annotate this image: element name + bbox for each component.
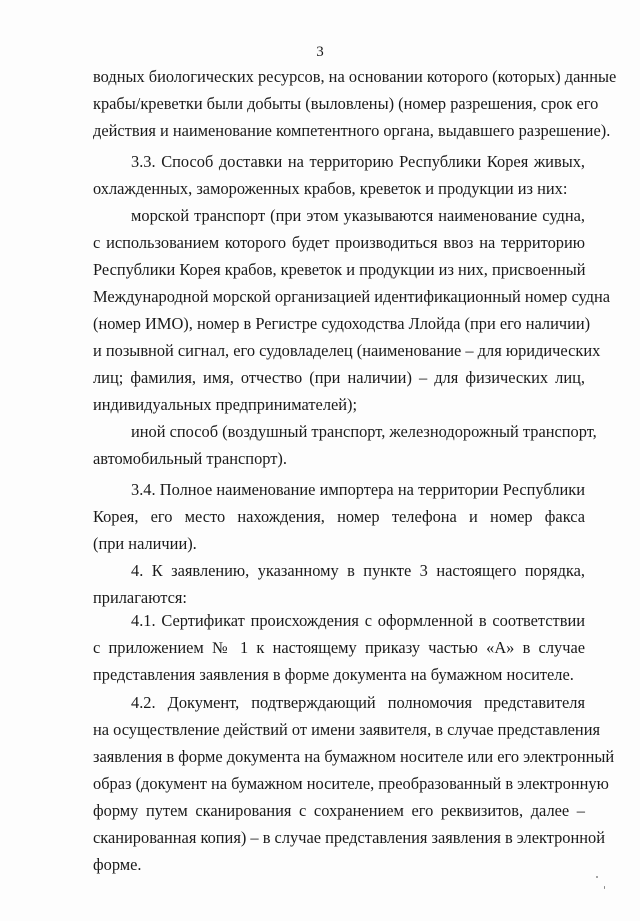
text-line: крабы/креветки были добыты (выловлены) (номер разрешения, срок его xyxy=(93,94,599,113)
text-line: водных биологических ресурсов, на основании которого (которых) данные xyxy=(93,67,617,86)
text-line: Республики Корея крабов, креветок и продукции из них, присвоенный xyxy=(93,260,586,279)
text-line: морской транспорт (при этом указываются наименование судна, xyxy=(131,206,585,225)
text-line: заявления в форме документа на бумажном носителе или его электронный xyxy=(93,747,615,766)
text-line: с использованием которого будет производиться ввоз на территорию xyxy=(93,233,585,252)
text-line: (номер ИМО), номер в Регистре судоходства Ллойда (при его наличии) xyxy=(93,314,591,333)
text-line: с приложением № 1 к настоящему приказу частью «А» в случае xyxy=(93,638,585,657)
text-line: на осуществление действий от имени заявителя, в случае представления xyxy=(93,720,601,739)
text-line: сканированная копия) – в случае представления заявления в электронной xyxy=(93,828,606,847)
text-line: индивидуальных предпринимателей); xyxy=(93,395,358,414)
text-line: охлажденных, замороженных крабов, креветок и продукции из них: xyxy=(93,179,568,198)
text-line: иной способ (воздушный транспорт, железнодорожный транспорт, xyxy=(131,422,597,441)
text-line: 4.1. Сертификат происхождения с оформленной в соответствии xyxy=(131,611,585,630)
text-line: прилагаются: xyxy=(93,588,187,607)
text-line: лиц; фамилия, имя, отчество (при наличии) – для физических лиц, xyxy=(93,368,585,387)
page-number: 3 xyxy=(316,44,324,60)
text-line: (при наличии). xyxy=(93,534,197,553)
text-line: форме. xyxy=(93,855,142,874)
text-line: представления заявления в форме документа на бумажном носителе. xyxy=(93,665,574,684)
text-line: 3.3. Способ доставки на территорию Республики Корея живых, xyxy=(131,152,585,171)
scan-speck xyxy=(596,876,598,878)
text-line: 3.4. Полное наименование импортера на территории Республики xyxy=(131,480,585,499)
text-line: Корея, его место нахождения, номер телефона и номер факса xyxy=(93,507,585,526)
text-line: и позывной сигнал, его судовладелец (наименование – для юридических xyxy=(93,341,601,360)
text-line: действия и наименование компетентного органа, выдавшего разрешение). xyxy=(93,121,611,140)
text-line: образ (документ на бумажном носителе, преобразованный в электронную xyxy=(93,774,609,793)
text-line: автомобильный транспорт). xyxy=(93,449,287,468)
text-line: 4.2. Документ, подтверждающий полномочия представителя xyxy=(131,693,585,712)
text-line: 4. К заявлению, указанному в пункте 3 настоящего порядка, xyxy=(131,561,585,580)
text-line: Международной морской организацией идентификационный номер судна xyxy=(93,287,611,306)
text-line: форму путем сканирования с сохранением его реквизитов, далее – xyxy=(93,801,585,820)
scan-speck xyxy=(604,886,605,889)
